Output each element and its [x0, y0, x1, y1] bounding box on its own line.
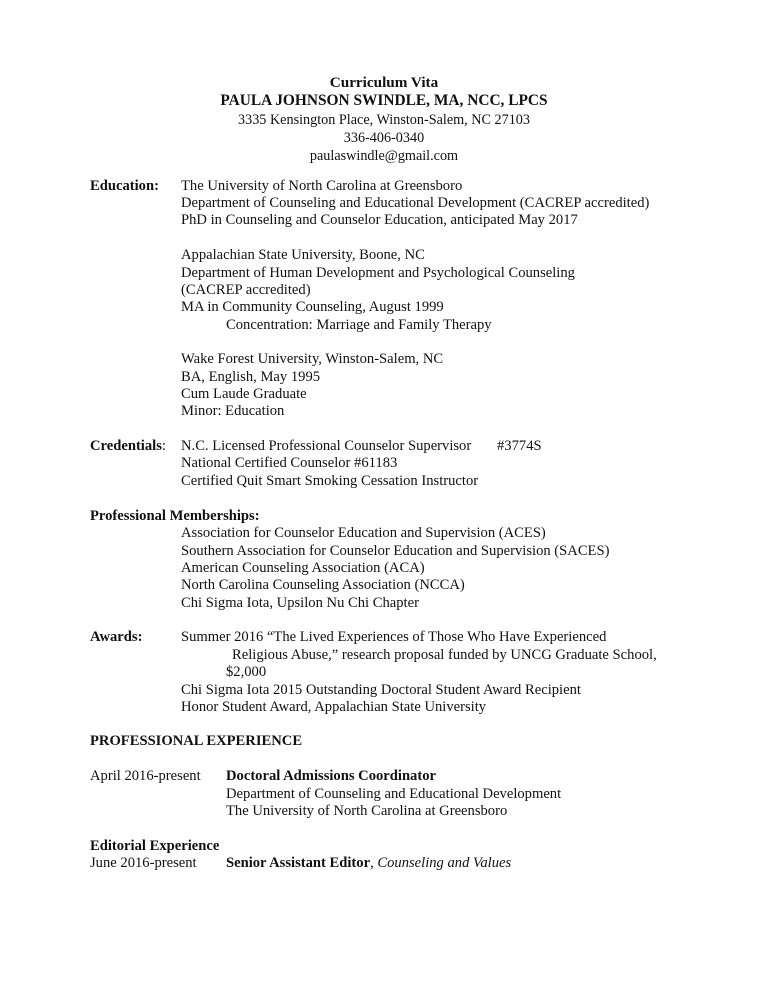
- membership-item: Chi Sigma Iota, Upsilon Nu Chi Chapter: [181, 595, 419, 611]
- editorial-journal: Counseling and Values: [377, 855, 512, 871]
- email: paulaswindle@gmail.com: [309, 148, 459, 164]
- appstate-degree: MA in Community Counseling, August 1999: [181, 299, 444, 315]
- award-summer-2016-line2: Religious Abuse,” research proposal funded by UNCG Graduate School,: [232, 647, 657, 663]
- membership-item: American Counseling Association (ACA): [181, 560, 425, 576]
- job1-title: Doctoral Admissions Coordinator: [226, 768, 436, 784]
- membership-item: North Carolina Counseling Association (NCCA): [181, 577, 465, 593]
- document-title: Curriculum Vita: [329, 74, 439, 91]
- awards-label: Awards:: [90, 629, 143, 645]
- award-summer-2016-line1: Summer 2016 “The Lived Experiences of Those Who Have Experienced: [181, 629, 607, 645]
- membership-item: Association for Counselor Education and Supervision (ACES): [181, 525, 546, 541]
- editorial-separator: ,: [370, 855, 378, 871]
- wfu-school: Wake Forest University, Winston-Salem, NC: [181, 351, 444, 367]
- editorial-role: [226, 855, 511, 873]
- editorial-date: June 2016-present: [90, 855, 197, 871]
- appstate-department: Department of Human Development and Psychological Counseling: [181, 265, 575, 281]
- appstate-concentration: Concentration: Marriage and Family Therapy: [226, 317, 492, 333]
- editorial-title: Senior Assistant Editor: [226, 855, 371, 871]
- appstate-accreditation: (CACREP accredited): [181, 282, 311, 298]
- appstate-school: Appalachian State University, Boone, NC: [181, 247, 425, 263]
- wfu-minor: Minor: Education: [181, 403, 285, 419]
- membership-item: Southern Association for Counselor Education and Supervision (SACES): [181, 543, 610, 559]
- credential-ncc: National Certified Counselor #61183: [181, 455, 398, 471]
- address: 3335 Kensington Place, Winston-Salem, NC 27103: [238, 112, 530, 128]
- editorial-heading: Editorial Experience: [90, 838, 220, 854]
- education-label: Education:: [90, 178, 159, 194]
- candidate-name: PAULA JOHNSON SWINDLE, MA, NCC, LPCS: [220, 92, 548, 109]
- experience-heading: PROFESSIONAL EXPERIENCE: [90, 733, 303, 749]
- uncg-degree: PhD in Counseling and Counselor Education, anticipated May 2017: [181, 212, 578, 228]
- uncg-school: The University of North Carolina at Greensboro: [181, 178, 463, 194]
- award-csi: Chi Sigma Iota 2015 Outstanding Doctoral Student Award Recipient: [181, 682, 581, 698]
- credential-quit-smart: Certified Quit Smart Smoking Cessation Instructor: [181, 473, 479, 489]
- job1-department: Department of Counseling and Educational Development: [226, 786, 562, 802]
- credential-lpcs: N.C. Licensed Professional Counselor Supervisor: [181, 438, 472, 454]
- credentials-label: [90, 438, 166, 456]
- uncg-department: Department of Counseling and Educational Development (CACREP accredited): [181, 195, 650, 211]
- credentials-label-colon: :: [161, 438, 166, 454]
- wfu-degree: BA, English, May 1995: [181, 369, 321, 385]
- wfu-honors: Cum Laude Graduate: [181, 386, 307, 402]
- memberships-label: Professional Memberships:: [90, 508, 260, 524]
- credentials-label-text: Credentials: [90, 438, 162, 454]
- phone: 336-406-0340: [343, 130, 425, 146]
- job1-organization: The University of North Carolina at Greensboro: [226, 803, 508, 819]
- credential-lpcs-number: #3774S: [497, 438, 542, 454]
- award-honor-student: Honor Student Award, Appalachian State University: [181, 699, 487, 715]
- award-summer-2016-line3: $2,000: [226, 664, 267, 680]
- job1-date: April 2016-present: [90, 768, 201, 784]
